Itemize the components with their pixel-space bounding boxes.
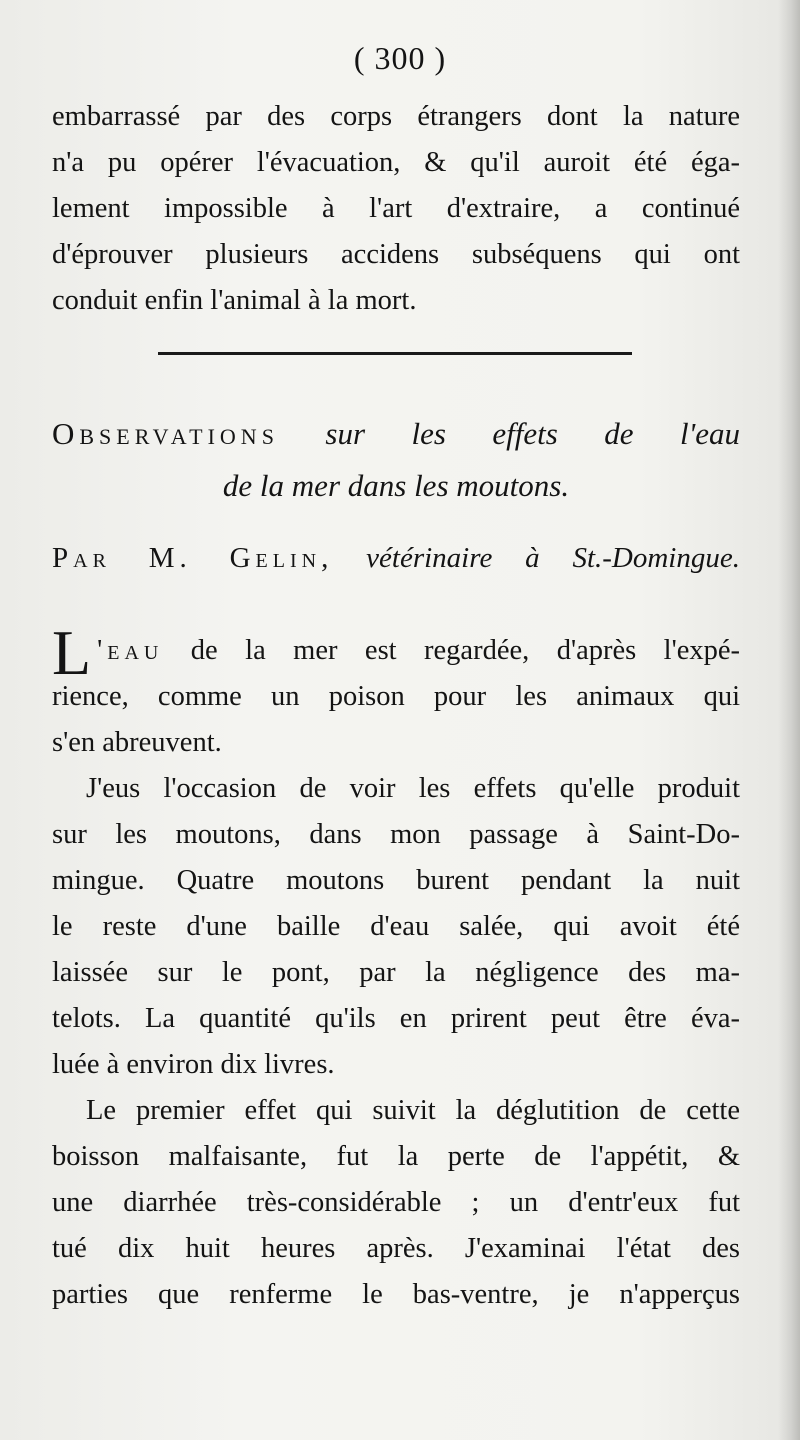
text-line: embarrassé par des corps étrangers dont la nature <box>52 101 740 132</box>
text-line: laissée sur le pont, par la négligence des ma- <box>52 957 740 988</box>
text-line-first <box>52 617 741 688</box>
drop-cap: L <box>52 617 92 688</box>
text-line: J'eus l'occasion de voir les effets qu'elle produit <box>86 773 740 804</box>
text-line: sur les moutons, dans mon passage à Saint-Do- <box>52 819 740 850</box>
first-word-rest: 'eau <box>97 635 164 666</box>
text-line: lement impossible à l'art d'extraire, a continué <box>52 193 740 224</box>
intro-paragraph <box>52 94 740 324</box>
text-line-content: de la mer est regardée, d'après l'expé- <box>190 635 741 666</box>
article-body <box>52 617 741 1318</box>
title-line-1 <box>52 408 740 460</box>
title-caps: Observations <box>52 416 279 451</box>
text-line: une diarrhée très-considérable ; un d'entr'eux fut <box>52 1187 740 1218</box>
text-line: n'a pu opérer l'évacuation, & qu'il auroit été éga- <box>52 147 740 178</box>
text-line: s'en abreuvent. <box>52 727 222 758</box>
text-line: boisson malfaisante, fut la perte de l'appétit, & <box>52 1141 740 1172</box>
text-line: d'éprouver plusieurs accidens subséquens qui ont <box>52 239 740 270</box>
text-line: rience, comme un poison pour les animaux qui <box>52 681 740 712</box>
title-line-2: de la mer dans les moutons. <box>222 468 570 503</box>
text-line: le reste d'une baille d'eau salée, qui avoit été <box>52 911 740 942</box>
text-line: parties que renferme le bas-ventre, je n'apperçus <box>52 1279 740 1310</box>
text-line: mingue. Quatre moutons burent pendant la nuit <box>52 865 740 896</box>
text-line: conduit enfin l'animal à la mort. <box>52 285 417 316</box>
page-number: ( 300 ) <box>353 40 447 76</box>
page-edge-shadow <box>778 0 800 1440</box>
text-line: telots. La quantité qu'ils en prirent peut être éva- <box>52 1003 740 1034</box>
section-divider <box>158 352 632 355</box>
title-rest: sur les effets de l'eau <box>325 416 741 451</box>
text-line: tué dix huit heures après. J'examinai l'état des <box>52 1233 740 1264</box>
article-title <box>52 408 740 512</box>
byline-role: vétérinaire à St.-Domingue. <box>366 542 740 574</box>
text-line: luée à environ dix livres. <box>52 1049 335 1080</box>
text-line: Le premier effet qui suivit la déglutition de cette <box>86 1095 740 1126</box>
byline-author: Par M. Gelin, <box>52 542 334 574</box>
article-byline <box>52 535 740 581</box>
